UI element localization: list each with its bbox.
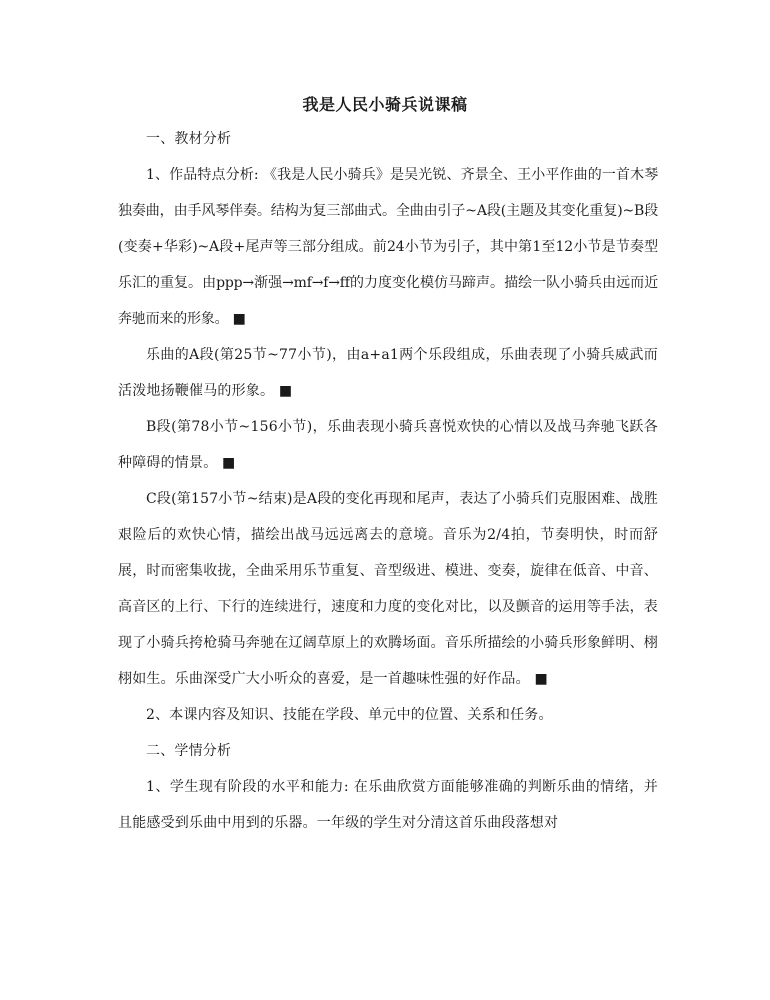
paragraph-section-b: B段(第78小节~156小节)，乐曲表现小骑兵喜悦欢快的心情以及战马奔驰飞跃各种障碍的情景。 ■ [118, 419, 658, 471]
document-title: 我是人民小骑兵说课稿 [302, 95, 468, 114]
paragraph-section-c: C段(第157小节~结束)是A段的变化再现和尾声，表达了小骑兵们克服困难、战胜艰险后的欢快心情，描绘出战马远远离去的意境。音乐为2/4拍，节奏明快，时而舒展，时而密集收拢，全曲采用乐节重复、音型级进、模进、变奏，旋律在低音、中音、高音区的上行、下行的连续进行，速度和力度的变化对比，以及颤音的运用等手法，表现了小骑兵挎枪骑马奔驰在辽阔草原上的欢腾场面。音乐所描绘的小骑兵形象鲜明、栩栩如生。乐曲深受广大小听众的喜爱，是一首趣味性强的好作品。 ■ [118, 491, 658, 687]
paragraph-lesson-content: 2、本课内容及知识、技能在学段、单元中的位置、关系和任务。 [146, 707, 553, 723]
section-heading-student-analysis: 二、学情分析 [146, 743, 232, 759]
document-body [118, 121, 658, 841]
section-heading-textbook-analysis: 一、教材分析 [146, 131, 232, 147]
paragraph-section-a: 乐曲的A段(第25节~77小节)，由a+a1两个乐段组成，乐曲表现了小骑兵威武而活泼地扬鞭催马的形象。 ■ [118, 347, 658, 399]
paragraph-student-level: 1、学生现有阶段的水平和能力: 在乐曲欣赏方面能够准确的判断乐曲的情绪，并且能感受到乐曲中用到的乐器。一年级的学生对分清这首乐曲段落想对 [118, 779, 658, 831]
paragraph-work-features: 1、作品特点分析: 《我是人民小骑兵》是吴光锐、齐景全、王小平作曲的一首木琴独奏曲，由手风琴伴奏。结构为复三部曲式。全曲由引子~A段(主题及其变化重复)~B段(变奏+华彩)~A段+尾声等三部分组成。前24小节为引子，其中第1至12小节是节奏型乐汇的重复。由ppp→渐强→mf→f→ff的力度变化模仿马蹄声。描绘一队小骑兵由远而近奔驰而来的形象。 ■ [118, 167, 658, 327]
